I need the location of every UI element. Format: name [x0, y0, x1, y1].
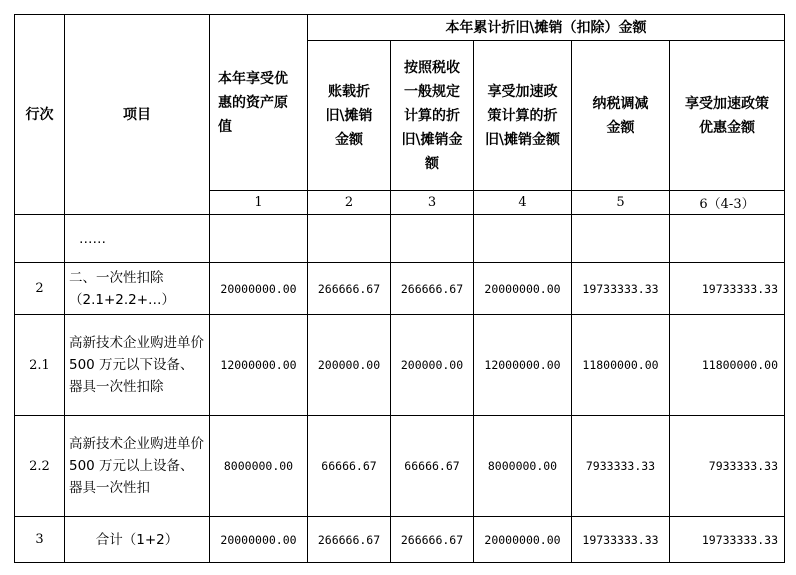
value-asset: 20000000.00 [210, 263, 308, 315]
row-item: 高新技术企业购进单价 500 万元以下设备、器具一次性扣除 [65, 315, 210, 416]
empty-cell [670, 215, 785, 263]
value-accelerated: 20000000.00 [474, 263, 572, 315]
value-asset: 8000000.00 [210, 416, 308, 517]
header-adjustment: 纳税调减金额 [572, 41, 670, 191]
value-asset: 12000000.00 [210, 315, 308, 416]
value-accelerated: 20000000.00 [474, 517, 572, 563]
ellipsis-row [15, 215, 785, 263]
value-adjustment: 7933333.33 [572, 416, 670, 517]
value-adjustment: 19733333.33 [572, 263, 670, 315]
header-accelerated: 享受加速政策计算的折旧\摊销金额 [474, 41, 572, 191]
value-accelerated: 8000000.00 [474, 416, 572, 517]
value-benefit: 19733333.33 [670, 517, 785, 563]
column-number: 3 [391, 191, 474, 215]
header-group-title: 本年累计折旧\摊销（扣除）金额 [308, 15, 785, 41]
value-book: 266666.67 [308, 517, 391, 563]
value-tax-general: 266666.67 [391, 263, 474, 315]
table-row [15, 416, 785, 517]
header-row-no: 行次 [15, 15, 65, 215]
header-asset-value: 本年享受优惠的资产原值 [210, 15, 308, 191]
column-number: 5 [572, 191, 670, 215]
header-book: 账载折旧\摊销金额 [308, 41, 391, 191]
row-number: 2.1 [15, 315, 65, 416]
header-benefit: 享受加速政策优惠金额 [670, 41, 785, 191]
row-item: 二、一次性扣除（2.1+2.2+…） [65, 263, 210, 315]
row-number: 2.2 [15, 416, 65, 517]
empty-cell [308, 215, 391, 263]
value-benefit: 11800000.00 [670, 315, 785, 416]
table-wrapper [14, 14, 785, 563]
column-number: 1 [210, 191, 308, 215]
column-number: 6（4-3） [670, 191, 785, 215]
row-item: 合计（1+2） [65, 517, 210, 563]
table-row [15, 315, 785, 416]
table-row-total [15, 517, 785, 563]
value-book: 200000.00 [308, 315, 391, 416]
empty-cell [474, 215, 572, 263]
value-tax-general: 266666.67 [391, 517, 474, 563]
value-asset: 20000000.00 [210, 517, 308, 563]
header-row-1 [15, 15, 785, 41]
value-accelerated: 12000000.00 [474, 315, 572, 416]
value-book: 266666.67 [308, 263, 391, 315]
ellipsis-row-no [15, 215, 65, 263]
row-number: 2 [15, 263, 65, 315]
column-number: 4 [474, 191, 572, 215]
table-row [15, 263, 785, 315]
value-benefit: 7933333.33 [670, 416, 785, 517]
empty-cell [391, 215, 474, 263]
value-book: 66666.67 [308, 416, 391, 517]
ellipsis-item: …… [65, 215, 210, 263]
empty-cell [210, 215, 308, 263]
value-benefit: 19733333.33 [670, 263, 785, 315]
row-item: 高新技术企业购进单价 500 万元以上设备、器具一次性扣 [65, 416, 210, 517]
value-tax-general: 66666.67 [391, 416, 474, 517]
header-tax-general: 按照税收一般规定计算的折旧\摊销金额 [391, 41, 474, 191]
value-tax-general: 200000.00 [391, 315, 474, 416]
row-number: 3 [15, 517, 65, 563]
value-adjustment: 11800000.00 [572, 315, 670, 416]
column-number: 2 [308, 191, 391, 215]
empty-cell [572, 215, 670, 263]
value-adjustment: 19733333.33 [572, 517, 670, 563]
header-item: 项目 [65, 15, 210, 215]
depreciation-table [14, 14, 785, 563]
